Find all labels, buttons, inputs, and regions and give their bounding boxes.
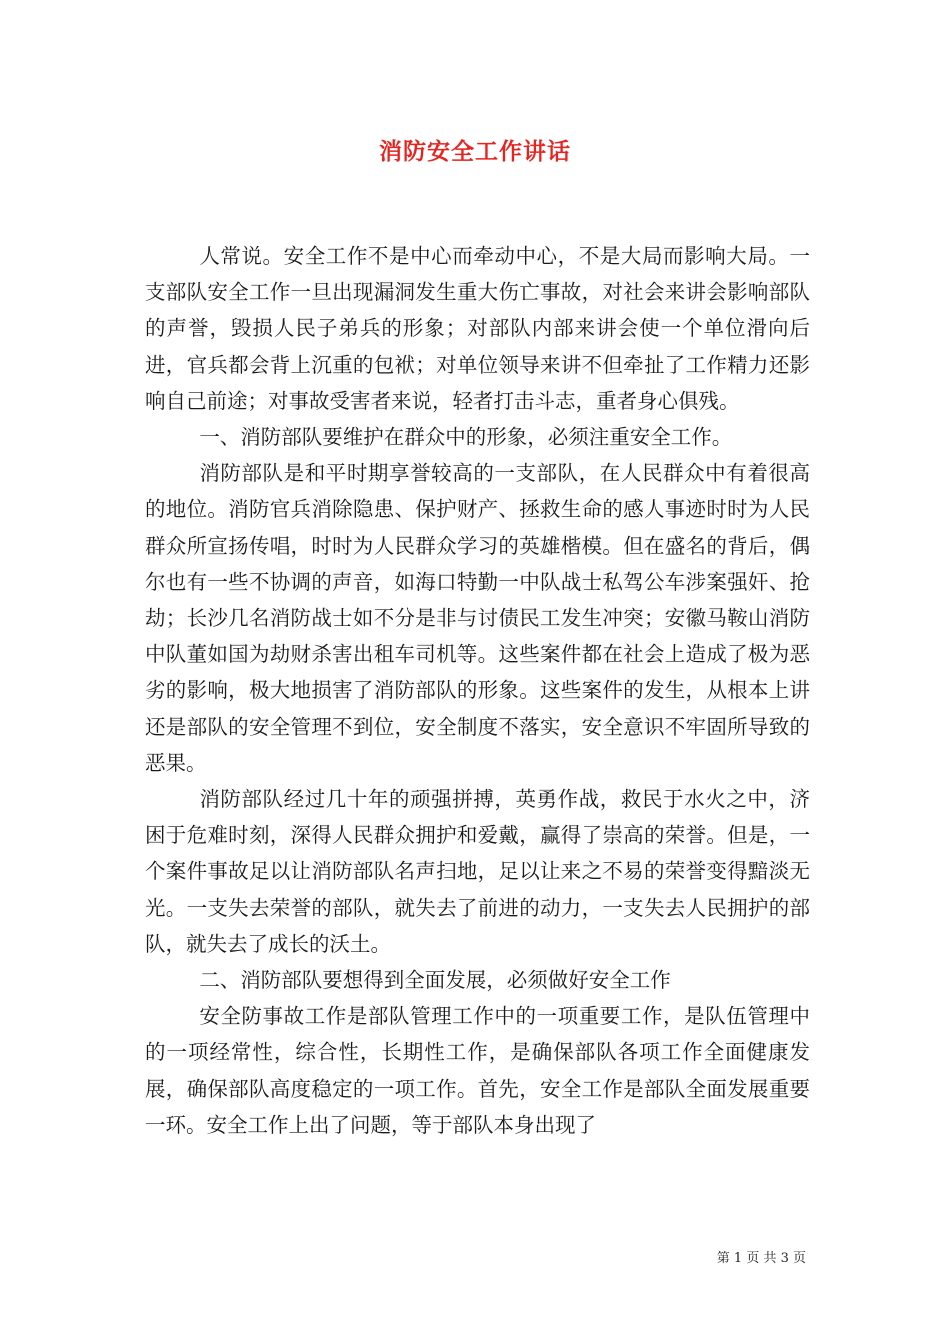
document-body — [145, 238, 810, 1143]
paragraph-section-1-b: 消防部队经过几十年的顽强拼搏，英勇作战，救民于水火之中，济困于危难时刻，深得人民群众拥护和爱戴，赢得了崇高的荣誉。但是，一个案件事故足以让消防部队名声扫地，足以让来之不易的荣誉变得黯淡无光。一支失去荣誉的部队，就失去了前进的动力，一支失去人民拥护的部队，就失去了成长的沃土。 — [145, 787, 810, 956]
document-title: 消防安全工作讲话 — [379, 138, 571, 165]
section-heading-1: 一、消防部队要维护在群众中的形象，必须注重安全工作。 — [199, 425, 733, 450]
page-number-footer: 第 1 页 共 3 页 — [716, 1251, 806, 1266]
paragraph-intro: 人常说。安全工作不是中心而牵动中心，不是大局而影响大局。一支部队安全工作一旦出现漏洞发生重大伤亡事故，对社会来讲会影响部队的声誉，毁损人民子弟兵的形象；对部队内部来讲会使一个单位滑向后进，官兵都会背上沉重的包袱；对单位领导来讲不但牵扯了工作精力还影响自己前途；对事故受害者来说，轻者打击斗志，重者身心俱残。 — [145, 244, 810, 413]
section-heading-2: 二、消防部队要想得到全面发展，必须做好安全工作 — [199, 968, 671, 993]
paragraph-section-2-a: 安全防事故工作是部队管理工作中的一项重要工作，是队伍管理中的一项经常性，综合性，长期性工作，是确保部队各项工作全面健康发展，确保部队高度稳定的一项工作。首先，安全工作是部队全面发展重要一环。安全工作上出了问题，等于部队本身出现了 — [145, 1004, 810, 1137]
paragraph-section-1-a: 消防部队是和平时期享誉较高的一支部队，在人民群众中有着很高的地位。消防官兵消除隐患、保护财产、拯救生命的感人事迹时时为人民群众所宣扬传唱，时时为人民群众学习的英雄楷模。但在盛名的背后，偶尔也有一些不协调的声音，如海口特勤一中队战士私驾公车涉案强奸、抢劫；长沙几名消防战士如不分是非与讨债民工发生冲突；安徽马鞍山消防中队董如国为劫财杀害出租车司机等。这些案件都在社会上造成了极为恶劣的影响，极大地损害了消防部队的形象。这些案件的发生，从根本上讲还是部队的安全管理不到位，安全制度不落实，安全意识不牢固所导致的恶果。 — [145, 461, 810, 775]
